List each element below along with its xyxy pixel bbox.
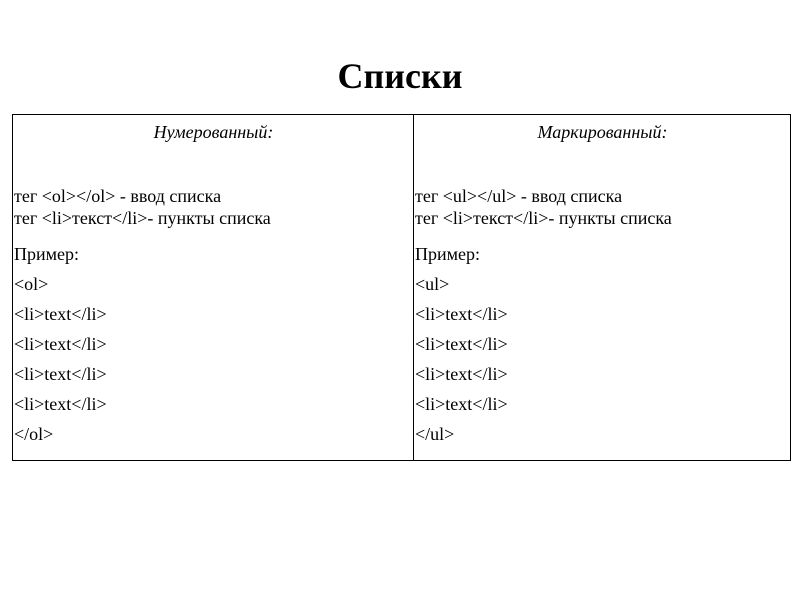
column-heading: Маркированный: <box>537 122 668 142</box>
page-title: Списки <box>337 56 463 96</box>
example-code-line: <li>text</li> <box>14 334 107 354</box>
example-code-line: </ol> <box>14 424 54 444</box>
example-label: Пример: <box>14 244 80 264</box>
example-code-line: <li>text</li> <box>415 304 508 324</box>
tag-description-line: тег <ol></ol> - ввод списка <box>14 186 222 206</box>
example-code-line: <ol> <box>14 274 49 294</box>
example-code-line: <li>text</li> <box>415 364 508 384</box>
example-label: Пример: <box>415 244 481 264</box>
example-code-line: <li>text</li> <box>415 394 508 414</box>
tag-description-line: тег <li>текст</li>- пункты списка <box>415 208 672 228</box>
example-code-line: <li>text</li> <box>14 304 107 324</box>
example-code-line: <li>text</li> <box>415 334 508 354</box>
tag-description-line: тег <li>текст</li>- пункты списка <box>14 208 271 228</box>
example-code-line: <li>text</li> <box>14 364 107 384</box>
table-row <box>13 115 791 461</box>
example-code-line: </ul> <box>415 424 455 444</box>
lists-comparison-table <box>12 114 791 461</box>
bulleted-list-column <box>414 115 791 461</box>
numbered-list-column <box>13 115 414 461</box>
example-code-line: <ul> <box>415 274 450 294</box>
column-heading: Нумерованный: <box>153 122 274 142</box>
example-code-line: <li>text</li> <box>14 394 107 414</box>
tag-description-line: тег <ul></ul> - ввод списка <box>415 186 623 206</box>
